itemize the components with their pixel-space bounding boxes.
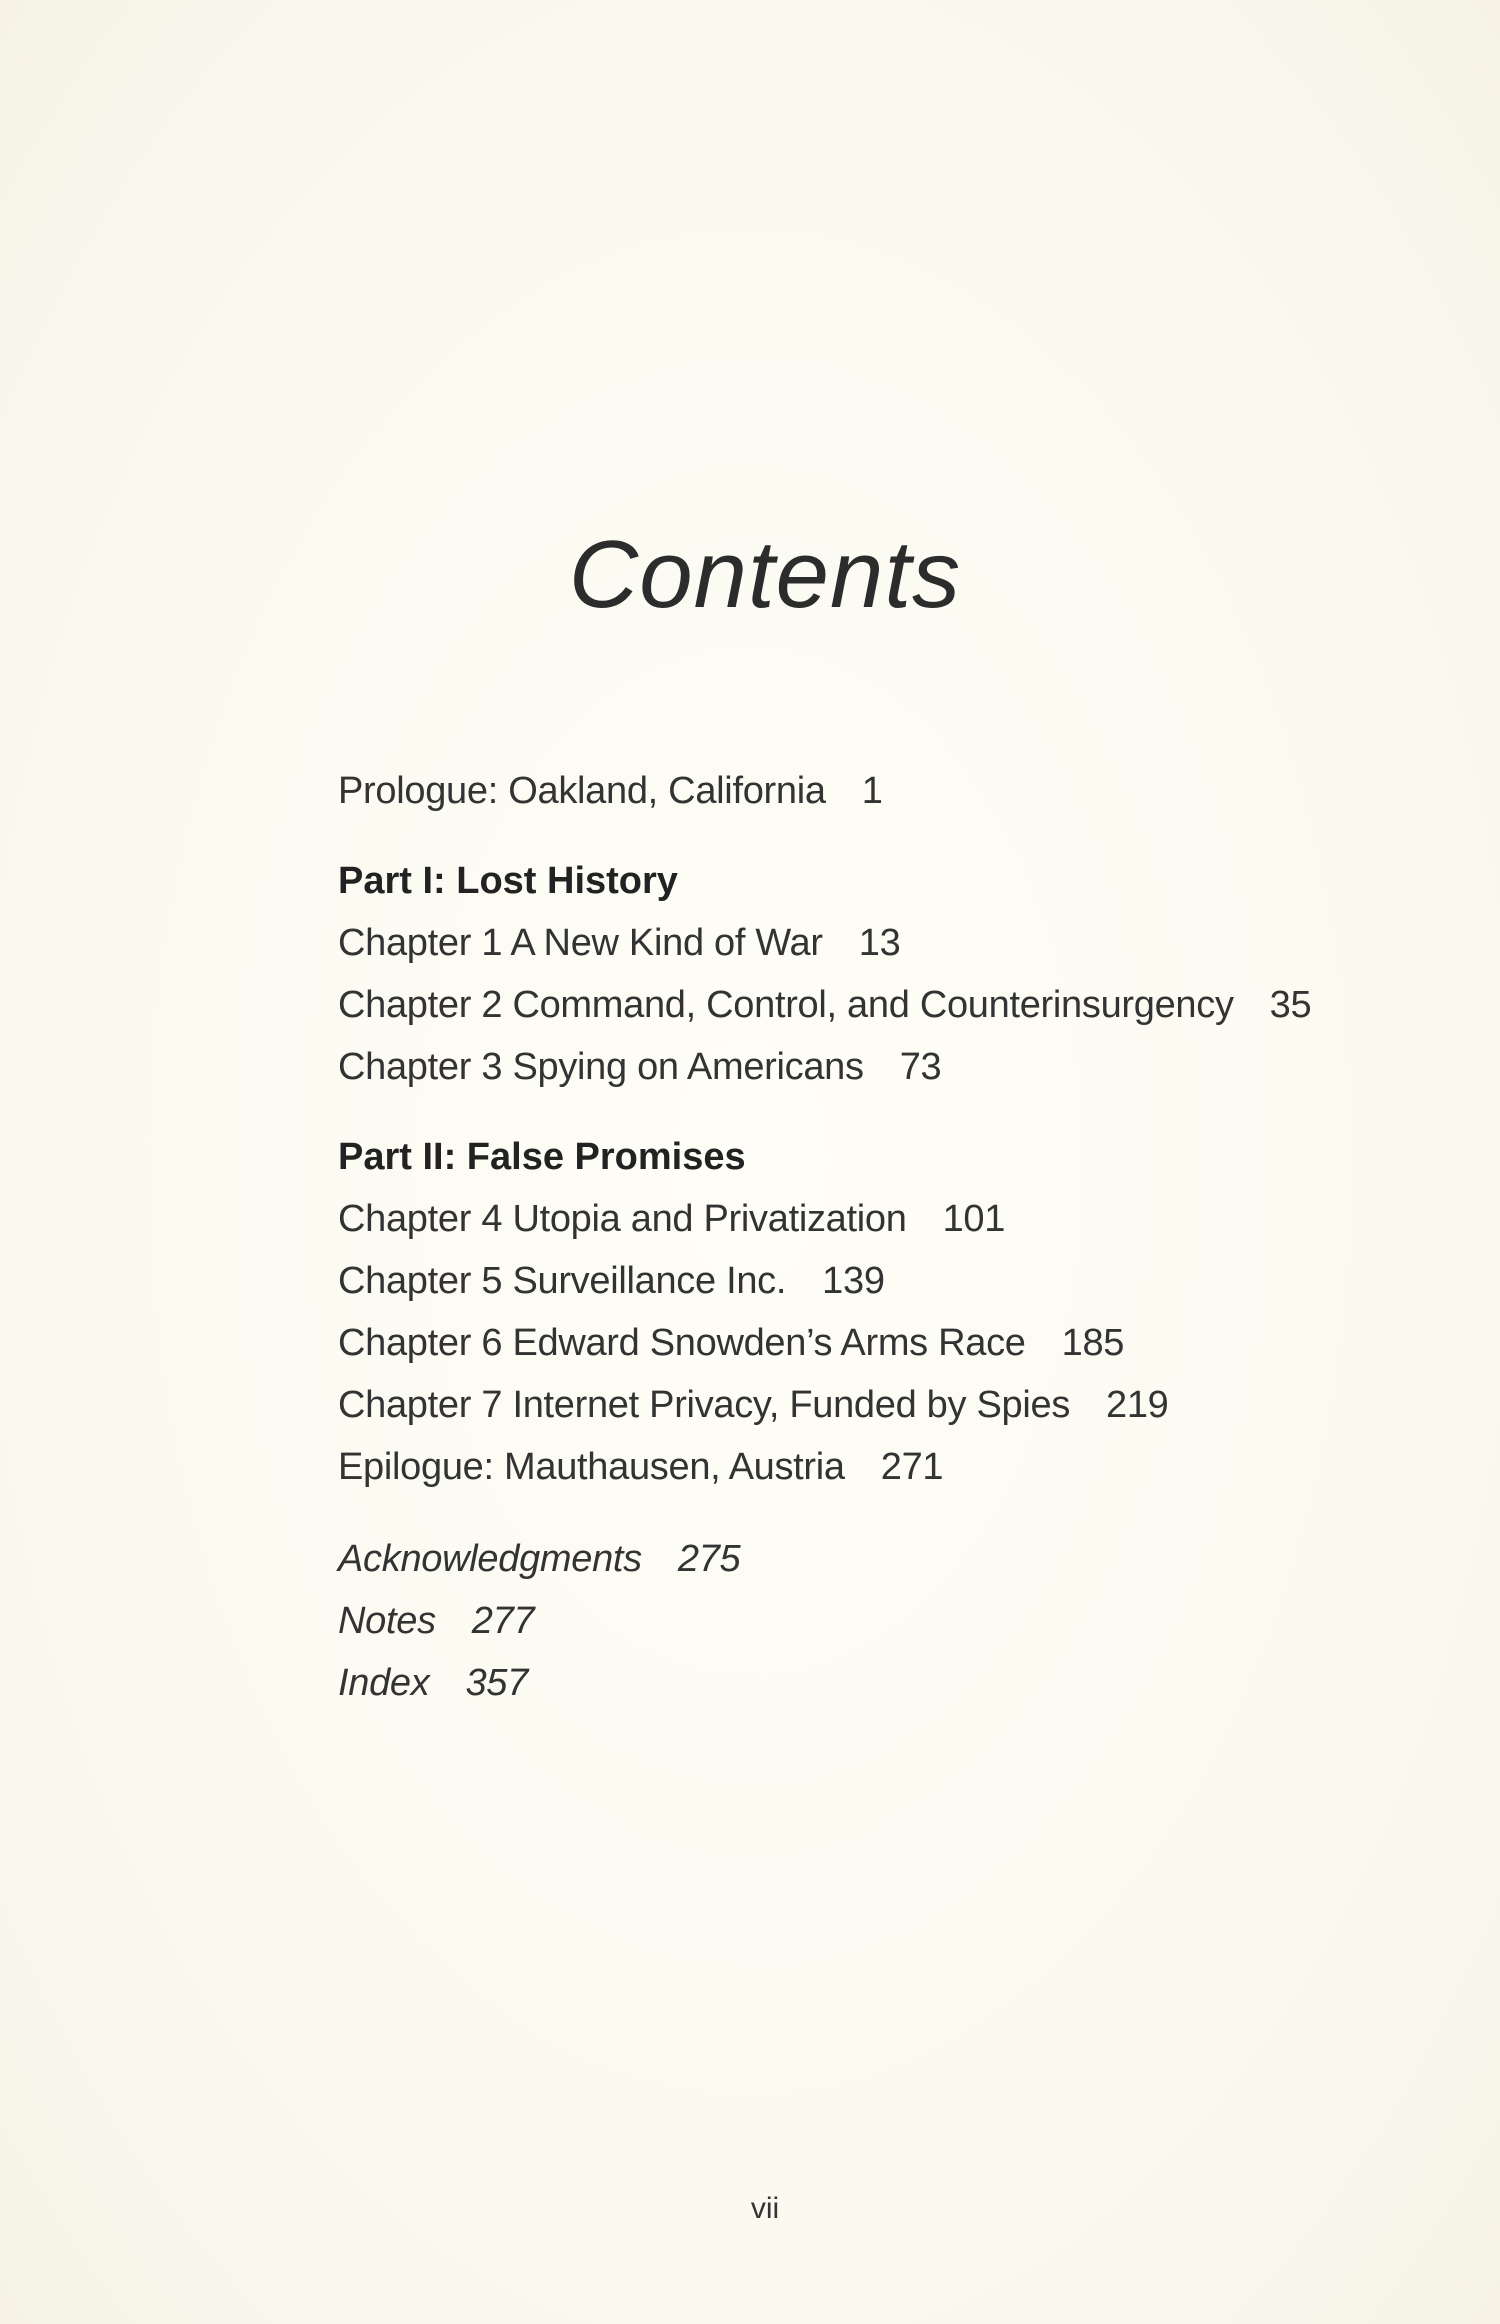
- toc-entry-page: 139: [822, 1260, 885, 1302]
- toc-entry-page: 271: [880, 1446, 944, 1488]
- part-heading-2: Part II: False Promises: [338, 1136, 746, 1178]
- toc-entry-label: Chapter 4 Utopia and Privatization: [338, 1198, 907, 1240]
- toc-entry-page: 73: [899, 1046, 942, 1088]
- toc-entry-page: 101: [942, 1198, 1006, 1240]
- toc-entry-page: 13: [858, 922, 901, 964]
- toc-entry-label: Chapter 7 Internet Privacy, Funded by Spies: [338, 1384, 1071, 1426]
- toc-entry-acknowledgments: [338, 1528, 1438, 1590]
- page-number: vii: [750, 2192, 780, 2225]
- toc-entry-label: Prologue: Oakland, California: [338, 770, 826, 812]
- toc-entry-page: 357: [465, 1662, 528, 1704]
- toc-entry-chapter-6: [338, 1312, 1438, 1374]
- toc-entry-label: Index: [338, 1662, 430, 1704]
- toc-entry-chapter-7: [338, 1374, 1438, 1436]
- toc-entry-chapter-3: [338, 1036, 1438, 1098]
- toc-entry-chapter-1: [338, 912, 1438, 974]
- toc-entry-label: Chapter 6 Edward Snowden’s Arms Race: [338, 1322, 1026, 1364]
- toc-entry-epilogue: [338, 1436, 1438, 1498]
- toc-entry-chapter-2: [338, 974, 1438, 1036]
- toc-entry-index: [338, 1652, 1438, 1714]
- toc-entry-chapter-4: [338, 1188, 1438, 1250]
- toc-entry-notes: [338, 1590, 1438, 1652]
- backmatter-list: [338, 1528, 1438, 1714]
- toc-entry-label: Notes: [338, 1600, 436, 1642]
- toc-entry-label: Chapter 2 Command, Control, and Counterinsurgency: [338, 984, 1234, 1026]
- toc-entry-label: Chapter 1 A New Kind of War: [338, 922, 823, 964]
- toc-entry-page: 277: [471, 1600, 535, 1642]
- toc-entry-page: 35: [1269, 984, 1312, 1026]
- toc-entry-label: Epilogue: Mauthausen, Austria: [338, 1446, 845, 1488]
- table-of-contents: [338, 760, 1438, 1714]
- toc-entry-label: Acknowledgments: [338, 1538, 642, 1580]
- part-heading-1: Part I: Lost History: [338, 860, 678, 902]
- toc-entry-label: Chapter 3 Spying on Americans: [338, 1046, 864, 1088]
- page-title: Contents: [568, 521, 962, 628]
- toc-entry-page: 185: [1061, 1322, 1125, 1364]
- toc-entry-page: 219: [1106, 1384, 1169, 1426]
- toc-entry-page: 1: [861, 770, 883, 812]
- toc-entry-prologue: [338, 760, 1438, 822]
- toc-entry-label: Chapter 5 Surveillance Inc.: [338, 1260, 787, 1302]
- toc-entry-chapter-5: [338, 1250, 1438, 1312]
- toc-entry-page: 275: [677, 1538, 741, 1580]
